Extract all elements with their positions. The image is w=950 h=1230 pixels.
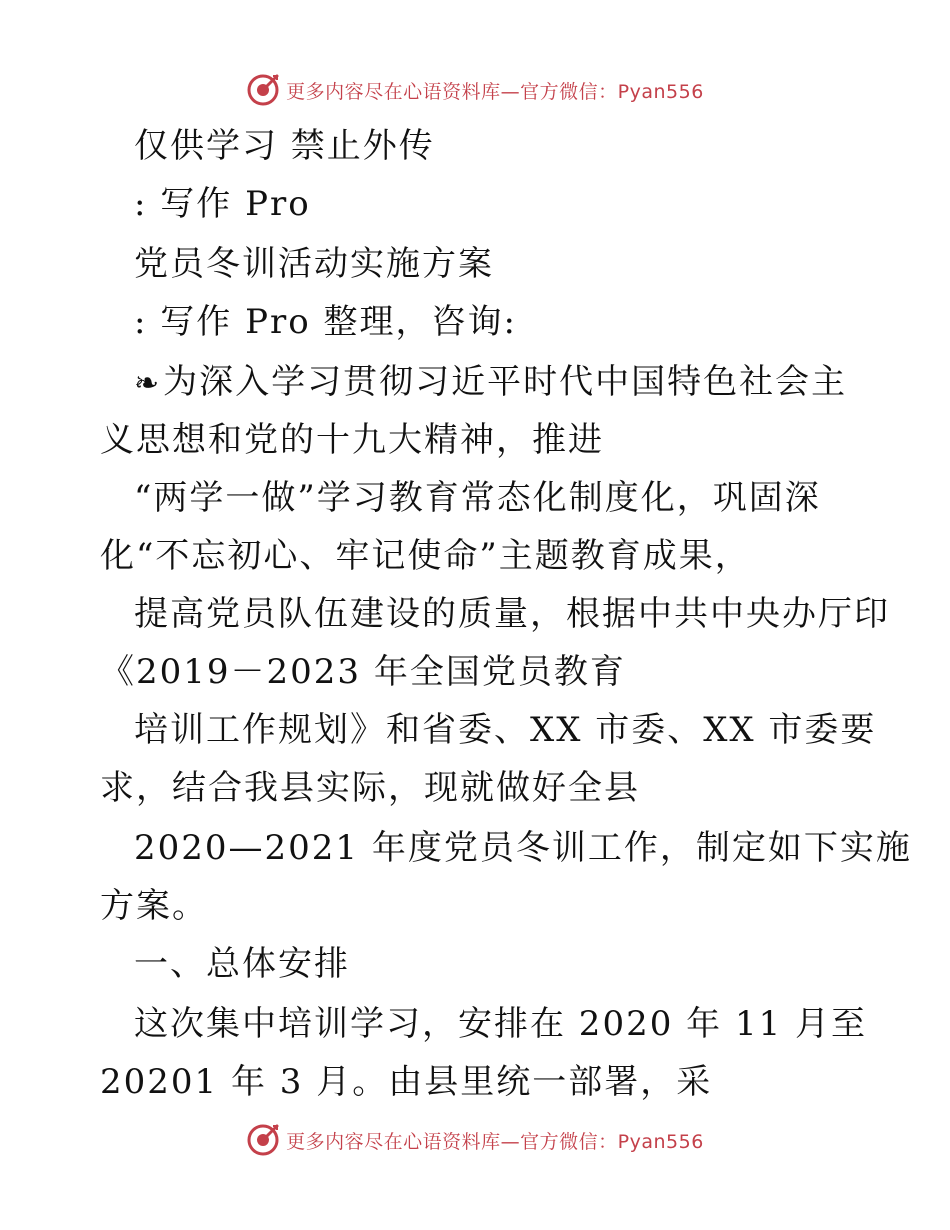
doc-line: 培训工作规划》和省委、XX 市委、XX 市委要 — [134, 710, 877, 750]
doc-line: : 写作 Pro — [134, 184, 311, 224]
footer-banner-text: 更多内容尽在心语资料库—官方微信：Pyan556 — [286, 1130, 704, 1153]
logo-icon — [246, 1123, 280, 1157]
ornament-bullet-icon: ❧ — [134, 366, 162, 401]
doc-line-with-bullet — [134, 358, 847, 406]
doc-line: 求，结合我县实际，现就做好全县 — [100, 768, 640, 808]
doc-line: 2020—2021 年度党员冬训工作，制定如下实施 — [134, 828, 912, 868]
doc-line-text: 为深入学习贯彻习近平时代中国特色社会主 — [163, 362, 848, 402]
header-banner-text: 更多内容尽在心语资料库—官方微信：Pyan556 — [286, 80, 704, 103]
doc-line: 20201 年 3 月。由县里统一部署，采 — [100, 1062, 713, 1102]
footer-banner — [0, 1120, 950, 1160]
doc-line: 党员冬训活动实施方案 — [134, 244, 494, 284]
header-banner — [0, 70, 950, 110]
logo-icon — [246, 73, 280, 107]
doc-line: “两学一做”学习教育常态化制度化，巩固深 — [134, 478, 821, 518]
doc-line: 方案。 — [100, 886, 208, 926]
doc-line: : 写作 Pro 整理，咨询: — [134, 302, 517, 342]
doc-line: 义思想和党的十九大精神，推进 — [100, 420, 604, 460]
doc-line: 这次集中培训学习，安排在 2020 年 11 月至 — [134, 1004, 868, 1044]
section-heading: 一、总体安排 — [134, 944, 350, 984]
doc-line: 提高党员队伍建设的质量，根据中共中央办厅印 — [134, 594, 890, 634]
doc-line: 仅供学习 禁止外传 — [134, 126, 435, 166]
doc-line: 化“不忘初心、牢记使命”主题教育成果， — [100, 536, 751, 576]
doc-line: 《2019－2023 年全国党员教育 — [100, 652, 626, 692]
